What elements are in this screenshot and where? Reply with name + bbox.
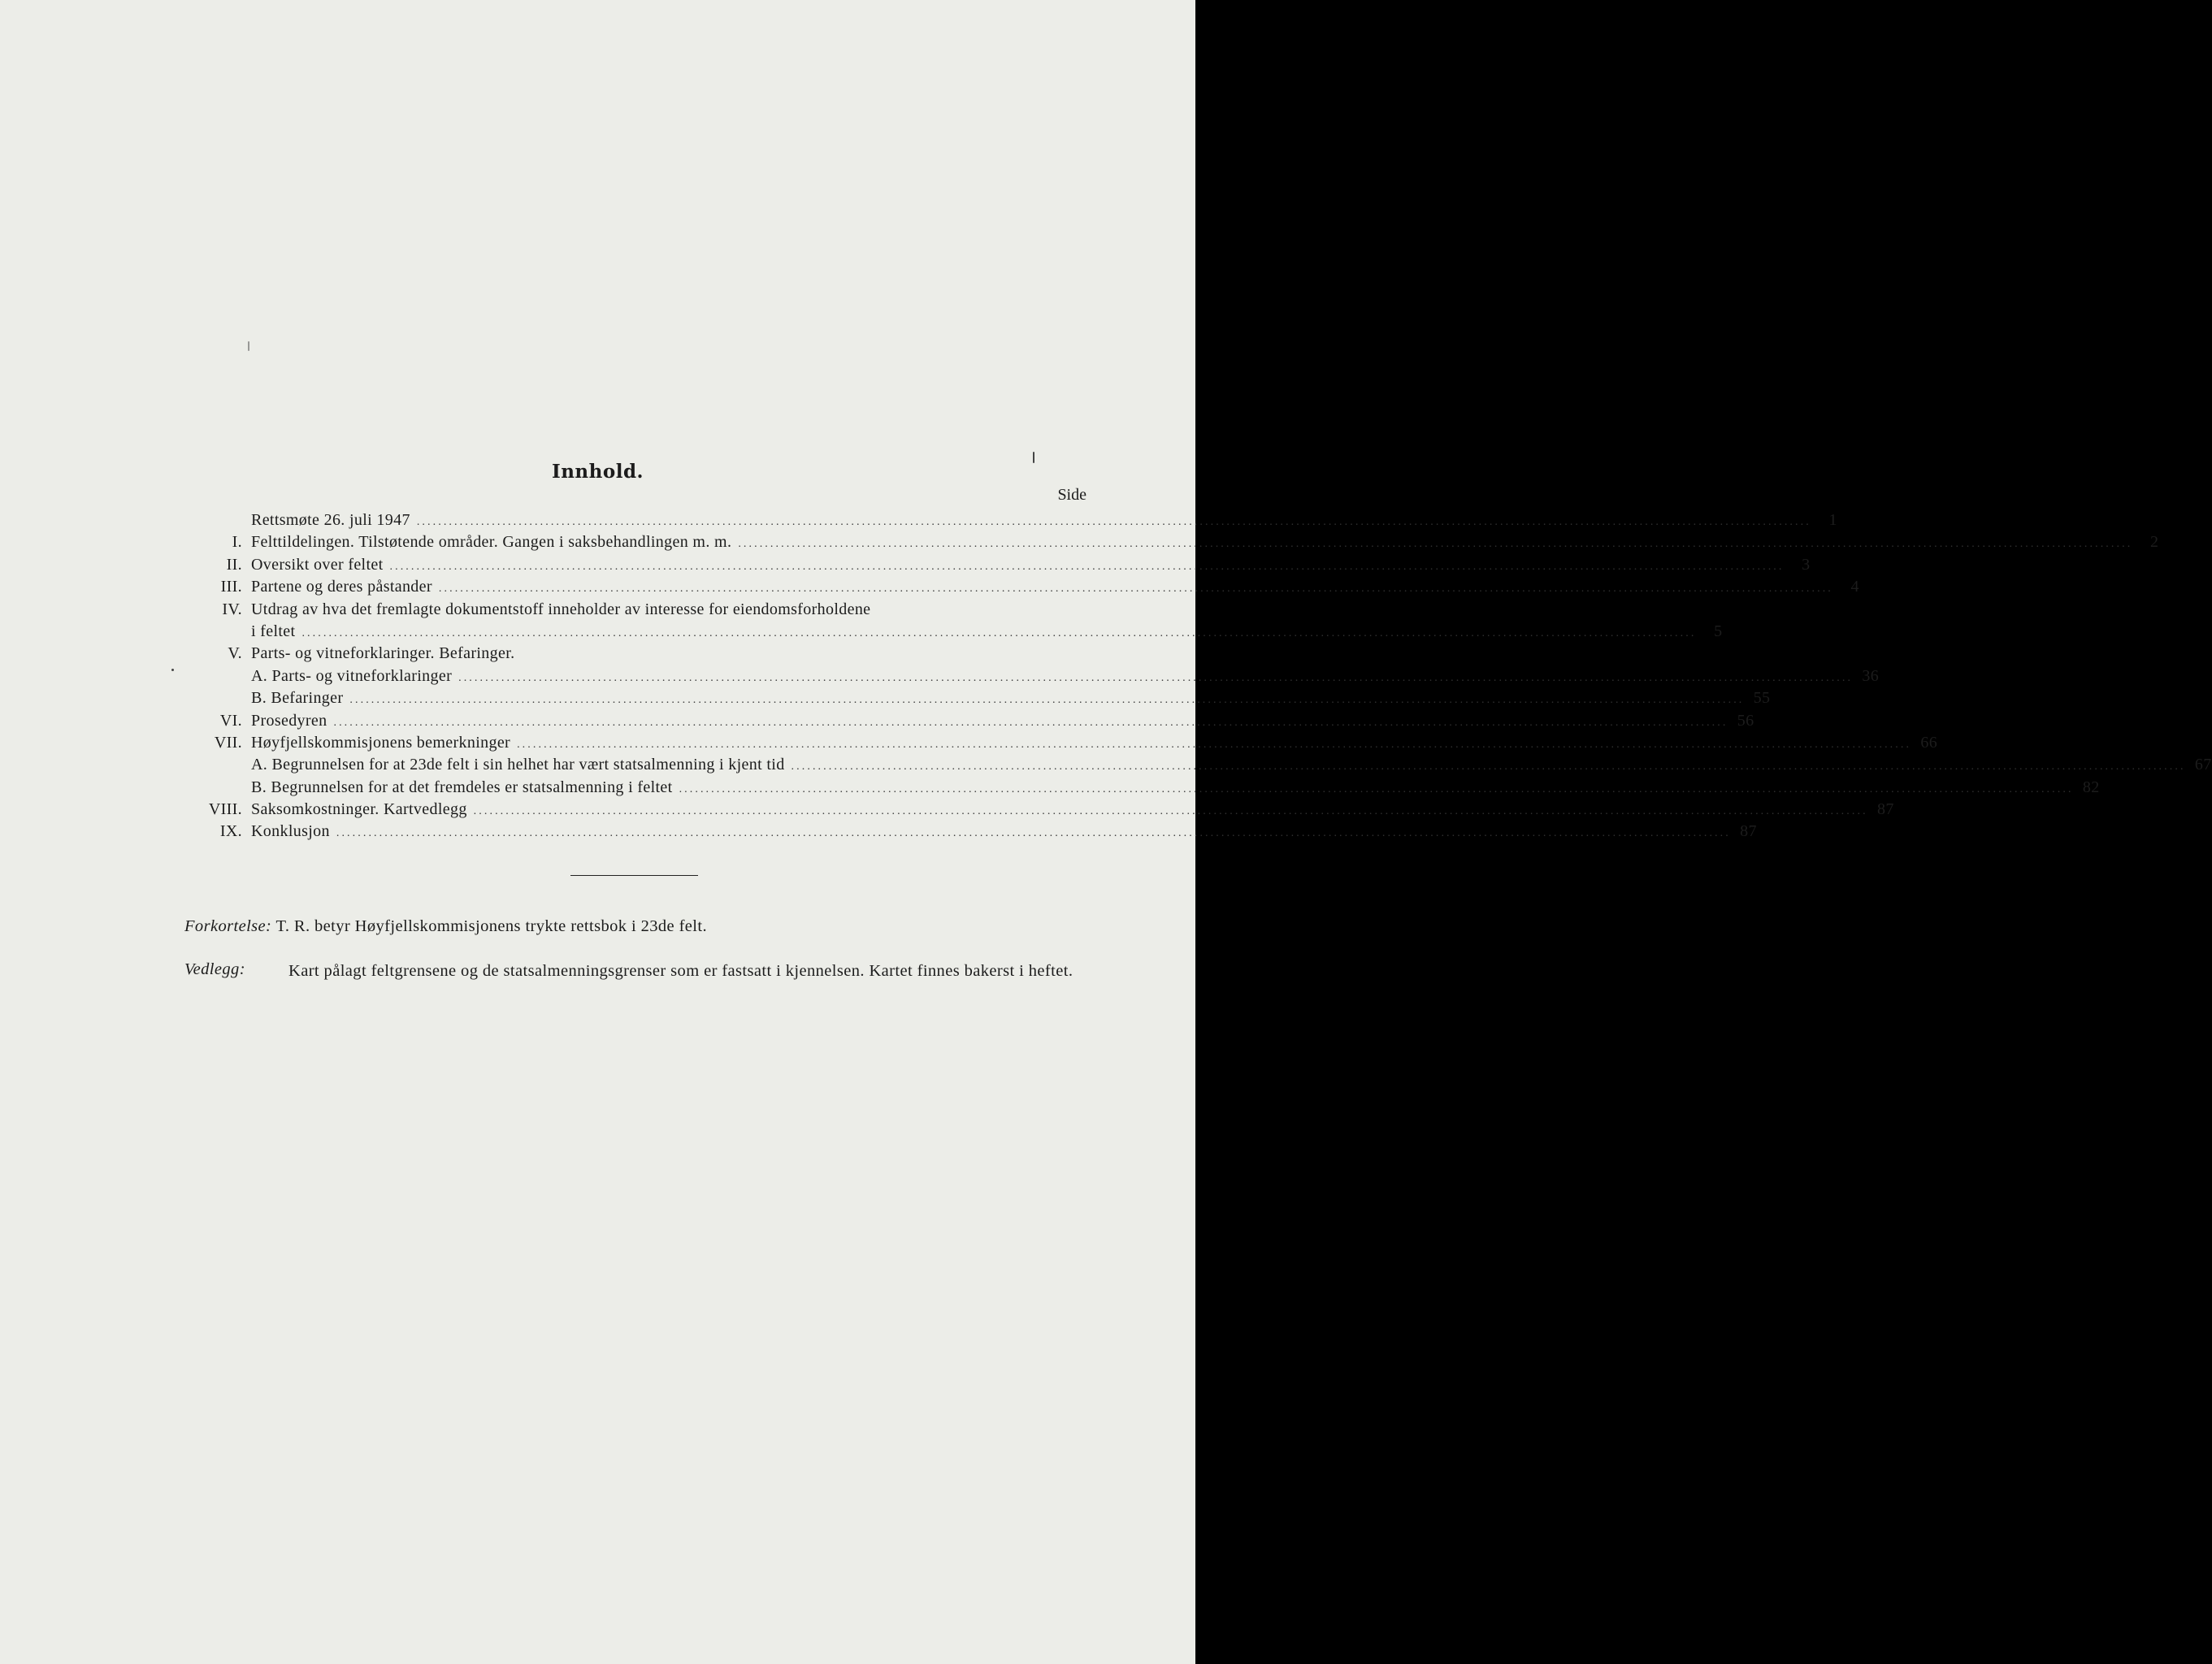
toc-entry-title: Oversikt over feltet <box>251 555 384 574</box>
toc-entry <box>163 621 1723 643</box>
toc-entry-title: A. Begrunnelsen for at 23de felt i sin helhet har vært statsalmenning i kjent tid <box>251 756 785 774</box>
toc-entry <box>163 643 1086 665</box>
toc-entry-page: 87 <box>1876 800 1894 819</box>
toc-entry <box>163 732 1938 754</box>
toc-entry-title: Rettsmøte 26. juli 1947 <box>251 511 410 529</box>
toc-entry-number: V. <box>228 644 242 663</box>
toc-entry-number: IX. <box>219 822 242 841</box>
toc-entry-page: 56 <box>1737 711 1754 730</box>
toc-entry-title: Saksomkostninger. Kartvedlegg <box>251 800 467 819</box>
toc-entry-page: 66 <box>1920 733 1938 752</box>
dot-leader: .................................................................................................................................................................................................................................................................... <box>517 738 1912 751</box>
dot-leader: .................................................................................................................................................................................................................................................................... <box>791 760 2186 774</box>
toc-entry <box>163 554 1811 576</box>
scan-speck <box>248 341 249 351</box>
toc-entry <box>163 799 1894 821</box>
toc-entry-number: IV. <box>222 600 242 618</box>
toc-entry-title: B. Begrunnelsen for at det fremdeles er statsalmenning i feltet <box>251 778 673 796</box>
scan-speck <box>1033 452 1034 463</box>
toc-entry-title: Felttildelingen. Tilstøtende områder. Gangen i saksbehandlingen m. m. <box>251 533 732 552</box>
toc-entry <box>163 665 1880 687</box>
attachment-note <box>184 960 1088 982</box>
dot-leader: .................................................................................................................................................................................................................................................................... <box>738 538 2133 551</box>
toc-entry <box>163 777 2100 799</box>
abbreviation-note <box>184 917 707 936</box>
toc-entry-page: 87 <box>1740 822 1757 841</box>
toc-entry-title: Parts- og vitneforklaringer. Befaringer. <box>251 644 515 663</box>
toc-entry-page: 3 <box>1802 555 1811 574</box>
toc-entry-number: VI. <box>219 711 242 730</box>
page-column-label: Side <box>1057 486 1086 504</box>
toc-entry-page: 67 <box>2194 756 2212 774</box>
toc-title: Innhold. <box>551 461 644 483</box>
toc-entry-title: i feltet <box>251 622 296 640</box>
toc-entry-page: 1 <box>1828 511 1837 529</box>
dot-leader: .................................................................................................................................................................................................................................................................... <box>438 583 1833 596</box>
dot-leader: .................................................................................................................................................................................................................................................................... <box>333 716 1728 729</box>
toc-entry <box>163 509 1837 531</box>
toc-entry-page: 2 <box>2149 533 2159 552</box>
toc-entry-page: 4 <box>1850 578 1859 596</box>
attachment-text: Kart pålagt feltgrensene og de statsalmenningsgrenser som er fastsatt i kjennelsen. Kartet finnes bakerst i heftet. <box>288 962 1073 980</box>
toc-entry-title: B. Befaringer <box>251 689 344 708</box>
toc-entry-page: 55 <box>1753 689 1771 708</box>
toc-entry-page: 5 <box>1714 622 1723 640</box>
toc-entry <box>163 599 1086 621</box>
dot-leader: .................................................................................................................................................................................................................................................................... <box>336 827 1731 840</box>
attachment-label: Vedlegg: <box>184 960 245 978</box>
toc-entry-title: Konklusjon <box>251 822 330 841</box>
dot-leader: .................................................................................................................................................................................................................................................................... <box>349 694 1745 707</box>
separator-rule <box>570 875 698 876</box>
toc-entry-title: Partene og deres påstander <box>251 578 432 596</box>
toc-entry-number: III. <box>220 578 242 596</box>
dot-leader: .................................................................................................................................................................................................................................................................... <box>458 671 1854 684</box>
dot-leader: .................................................................................................................................................................................................................................................................... <box>473 805 1868 818</box>
toc-entry-page: 82 <box>2082 778 2100 796</box>
scan-speck <box>171 669 174 671</box>
toc-entry <box>163 754 2212 776</box>
toc-entry <box>163 710 1754 732</box>
toc-entry-number: I. <box>232 533 242 552</box>
dot-leader: .................................................................................................................................................................................................................................................................... <box>679 782 2074 795</box>
toc-entry-number: VII. <box>214 733 242 752</box>
toc-entry <box>163 531 2159 553</box>
toc-entry-title: Utdrag av hva det fremlagte dokumentstoff inneholder av interesse for eiendomsforholdene <box>251 600 871 618</box>
table-of-contents <box>163 509 2212 843</box>
dot-leader: .................................................................................................................................................................................................................................................................... <box>389 560 1785 573</box>
toc-entry-title: Høyfjellskommisjonens bemerkninger <box>251 733 511 752</box>
toc-entry-page: 36 <box>1862 666 1880 685</box>
abbreviation-text: T. R. betyr Høyfjellskommisjonens trykte rettsbok i 23de felt. <box>275 917 708 935</box>
toc-entry-number: II. <box>226 555 242 574</box>
toc-entry-title: Prosedyren <box>251 711 327 730</box>
abbreviation-label: Forkortelse: <box>184 917 272 935</box>
toc-entry-title: A. Parts- og vitneforklaringer <box>251 666 453 685</box>
toc-entry <box>163 576 1859 598</box>
dot-leader: .................................................................................................................................................................................................................................................................... <box>301 626 1697 639</box>
toc-entry <box>163 687 1771 709</box>
toc-entry <box>163 821 1757 843</box>
dot-leader: .................................................................................................................................................................................................................................................................... <box>416 516 1811 528</box>
toc-entry-number: VIII. <box>208 800 242 819</box>
